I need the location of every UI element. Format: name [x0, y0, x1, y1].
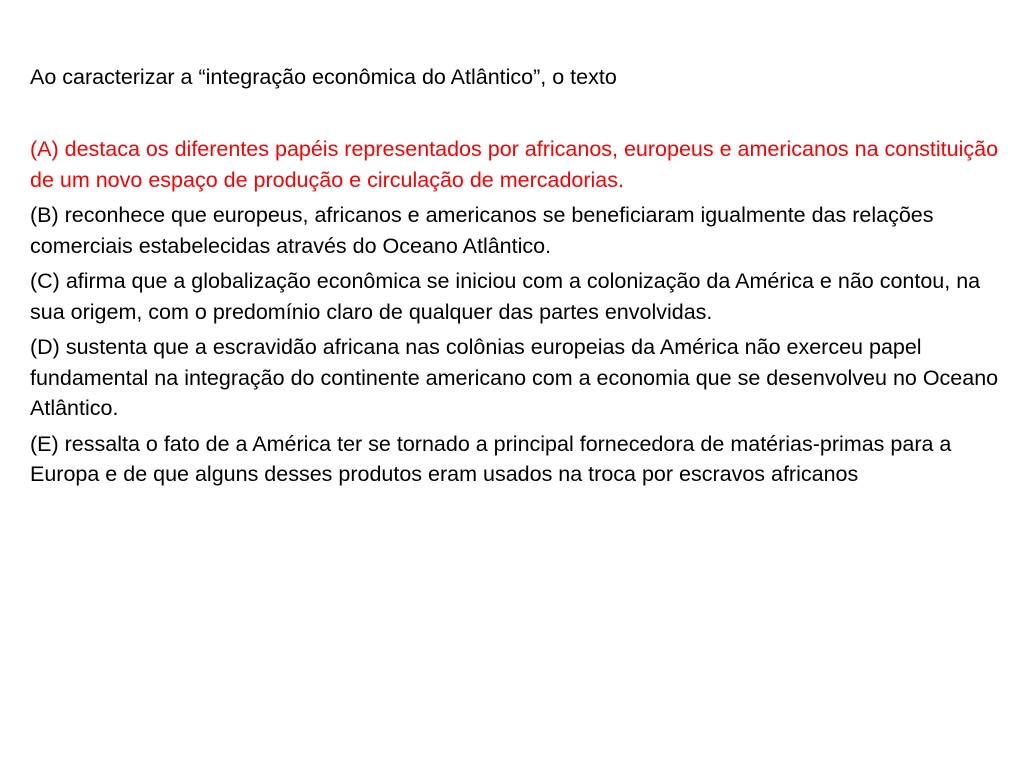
- option-b: (B) reconhece que europeus, africanos e americanos se beneficiaram igualmente das relações comerciais estabelecidas através do Oceano Atlântico.: [30, 203, 934, 258]
- option-e: (E) ressalta o fato de a América ter se tornado a principal fornecedora de matérias-primas para a Europa e de que alguns desses produtos eram usados na troca por escravos africanos: [30, 431, 952, 486]
- option-d: (D) sustenta que a escravidão africana nas colônias europeias da América não exerceu papel fundamental na integração do continente americano com a economia que se desenvolveu no Oceano Atlântico.: [30, 335, 999, 420]
- answer-options-list: [30, 134, 1002, 495]
- option-c: (C) afirma que a globalização econômica se iniciou com a colonização da América e não contou, na sua origem, com o predomínio claro de qualquer das partes envolvidas.: [30, 269, 981, 324]
- option-a: (A) destaca os diferentes papéis representados por africanos, europeus e americanos na constituição de um novo espaço de produção e circulação de mercadorias.: [30, 137, 999, 192]
- question-stem: Ao caracterizar a “integração econômica do Atlântico”, o texto: [30, 65, 617, 89]
